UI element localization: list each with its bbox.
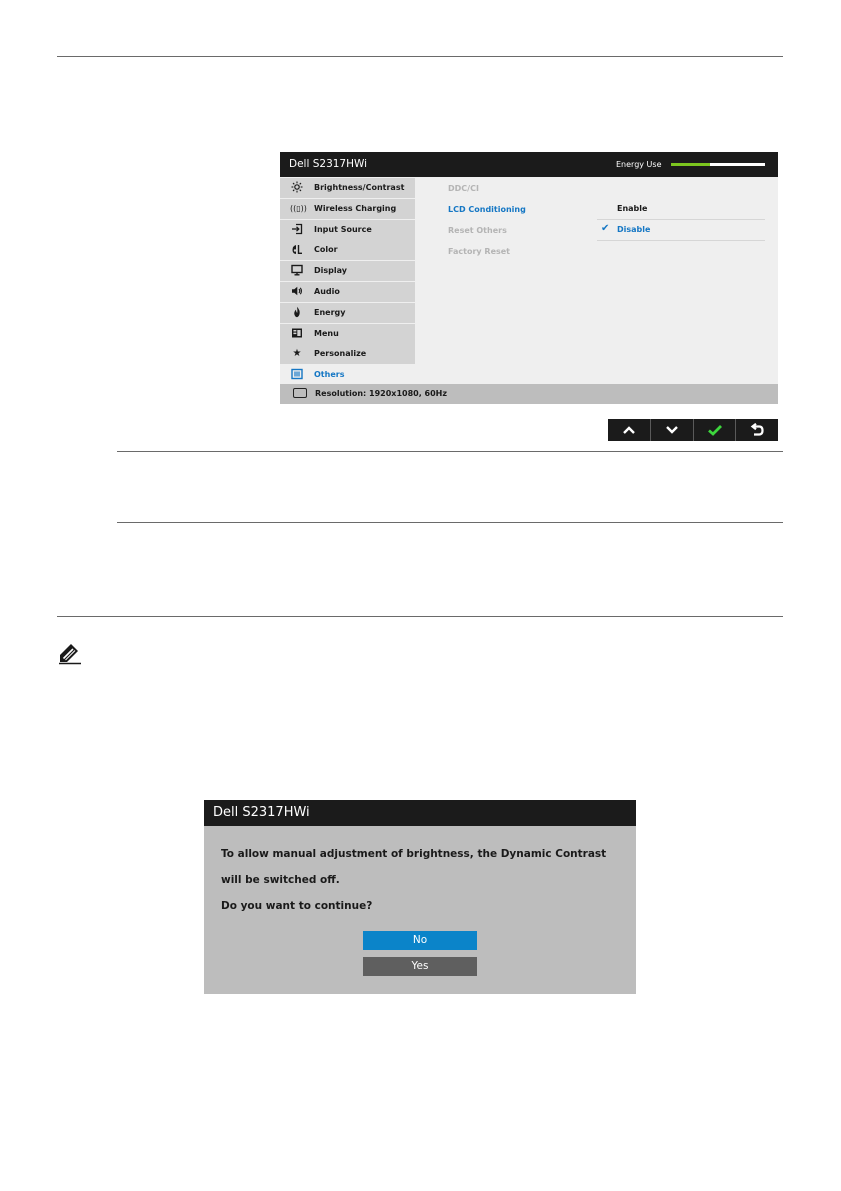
submenu-factory-reset[interactable]: Factory Reset: [448, 247, 510, 256]
star-icon: ★: [292, 348, 302, 360]
osd-title: Dell S2317HWi: [289, 158, 368, 170]
menu-item-label: Energy: [314, 307, 346, 317]
divider-section: [57, 616, 783, 617]
menu-item-label: Input Source: [314, 224, 372, 234]
option-label: Enable: [617, 204, 648, 213]
sun-icon: [290, 181, 304, 195]
check-icon: [707, 423, 723, 437]
back-icon: [749, 423, 765, 437]
energy-use-fill: [671, 163, 710, 166]
menu-item-label: Display: [314, 266, 347, 276]
submenu-ddc-ci[interactable]: DDC/CI: [448, 184, 479, 193]
energy-use-label: Energy Use: [616, 160, 662, 169]
dynamic-contrast-dialog: [204, 800, 636, 994]
menu-item-personalize[interactable]: [280, 344, 415, 364]
divider-top: [57, 56, 783, 57]
back-button[interactable]: [735, 419, 778, 441]
dialog-message-line-3: Do you want to continue?: [221, 900, 373, 912]
menu-item-audio[interactable]: [280, 282, 415, 302]
dialog-title: Dell S2317HWi: [213, 805, 310, 820]
dialog-header: [204, 800, 636, 826]
note-pencil-icon: [57, 641, 83, 665]
dialog-message-line-1: To allow manual adjustment of brightness, the Dynamic Contrast: [221, 848, 607, 860]
menu-item-label: Audio: [314, 286, 340, 296]
input-source-icon: [290, 223, 304, 237]
color-icon: [290, 243, 304, 257]
menu-item-label: Personalize: [314, 349, 367, 359]
up-arrow-icon: [621, 423, 637, 437]
menu-item-label: Others: [314, 370, 345, 380]
menu-item-label: Wireless Charging: [314, 203, 397, 213]
speaker-icon: [290, 285, 304, 299]
menu-item-wireless-charging[interactable]: [280, 199, 415, 219]
divider-row-2: [117, 522, 783, 523]
osd-footer: [280, 384, 778, 404]
check-icon: ✔: [601, 223, 610, 234]
option-enable[interactable]: [597, 199, 765, 220]
submenu-reset-others[interactable]: Reset Others: [448, 226, 507, 235]
option-label: Disable: [617, 225, 651, 234]
menu-item-menu[interactable]: [280, 324, 415, 344]
divider-row-1: [117, 451, 783, 452]
osd-main-menu: [280, 178, 415, 386]
dialog-message-line-2: will be switched off.: [221, 874, 340, 886]
menu-item-label: Color: [314, 245, 338, 255]
osd-header: [280, 152, 778, 177]
menu-icon: [290, 327, 304, 341]
menu-item-energy[interactable]: [280, 303, 415, 323]
wireless-charging-icon: ((▯)): [290, 203, 307, 213]
energy-icon: [290, 306, 304, 320]
osd-window: [280, 152, 778, 404]
energy-use-bar: [671, 163, 765, 166]
ok-button[interactable]: [693, 419, 736, 441]
submenu-lcd-conditioning[interactable]: LCD Conditioning: [448, 205, 526, 214]
menu-item-others[interactable]: [280, 365, 415, 385]
menu-item-label: Brightness/Contrast: [314, 183, 405, 192]
menu-item-input-source[interactable]: [280, 220, 415, 240]
menu-item-brightness-contrast[interactable]: [280, 178, 415, 198]
menu-item-display[interactable]: [280, 261, 415, 281]
yes-button[interactable]: Yes: [363, 957, 477, 976]
menu-item-label: Menu: [314, 328, 339, 338]
resolution-text: Resolution: 1920x1080, 60Hz: [315, 389, 448, 398]
display-icon: [290, 264, 304, 278]
resolution-icon: [293, 388, 307, 398]
others-icon: [290, 368, 304, 382]
menu-item-color[interactable]: [280, 240, 415, 260]
down-arrow-icon: [664, 423, 680, 437]
no-button[interactable]: No: [363, 931, 477, 950]
osd-navigation-buttons: [608, 419, 778, 441]
option-disable[interactable]: [597, 220, 765, 241]
up-button[interactable]: [608, 419, 650, 441]
down-button[interactable]: [650, 419, 693, 441]
